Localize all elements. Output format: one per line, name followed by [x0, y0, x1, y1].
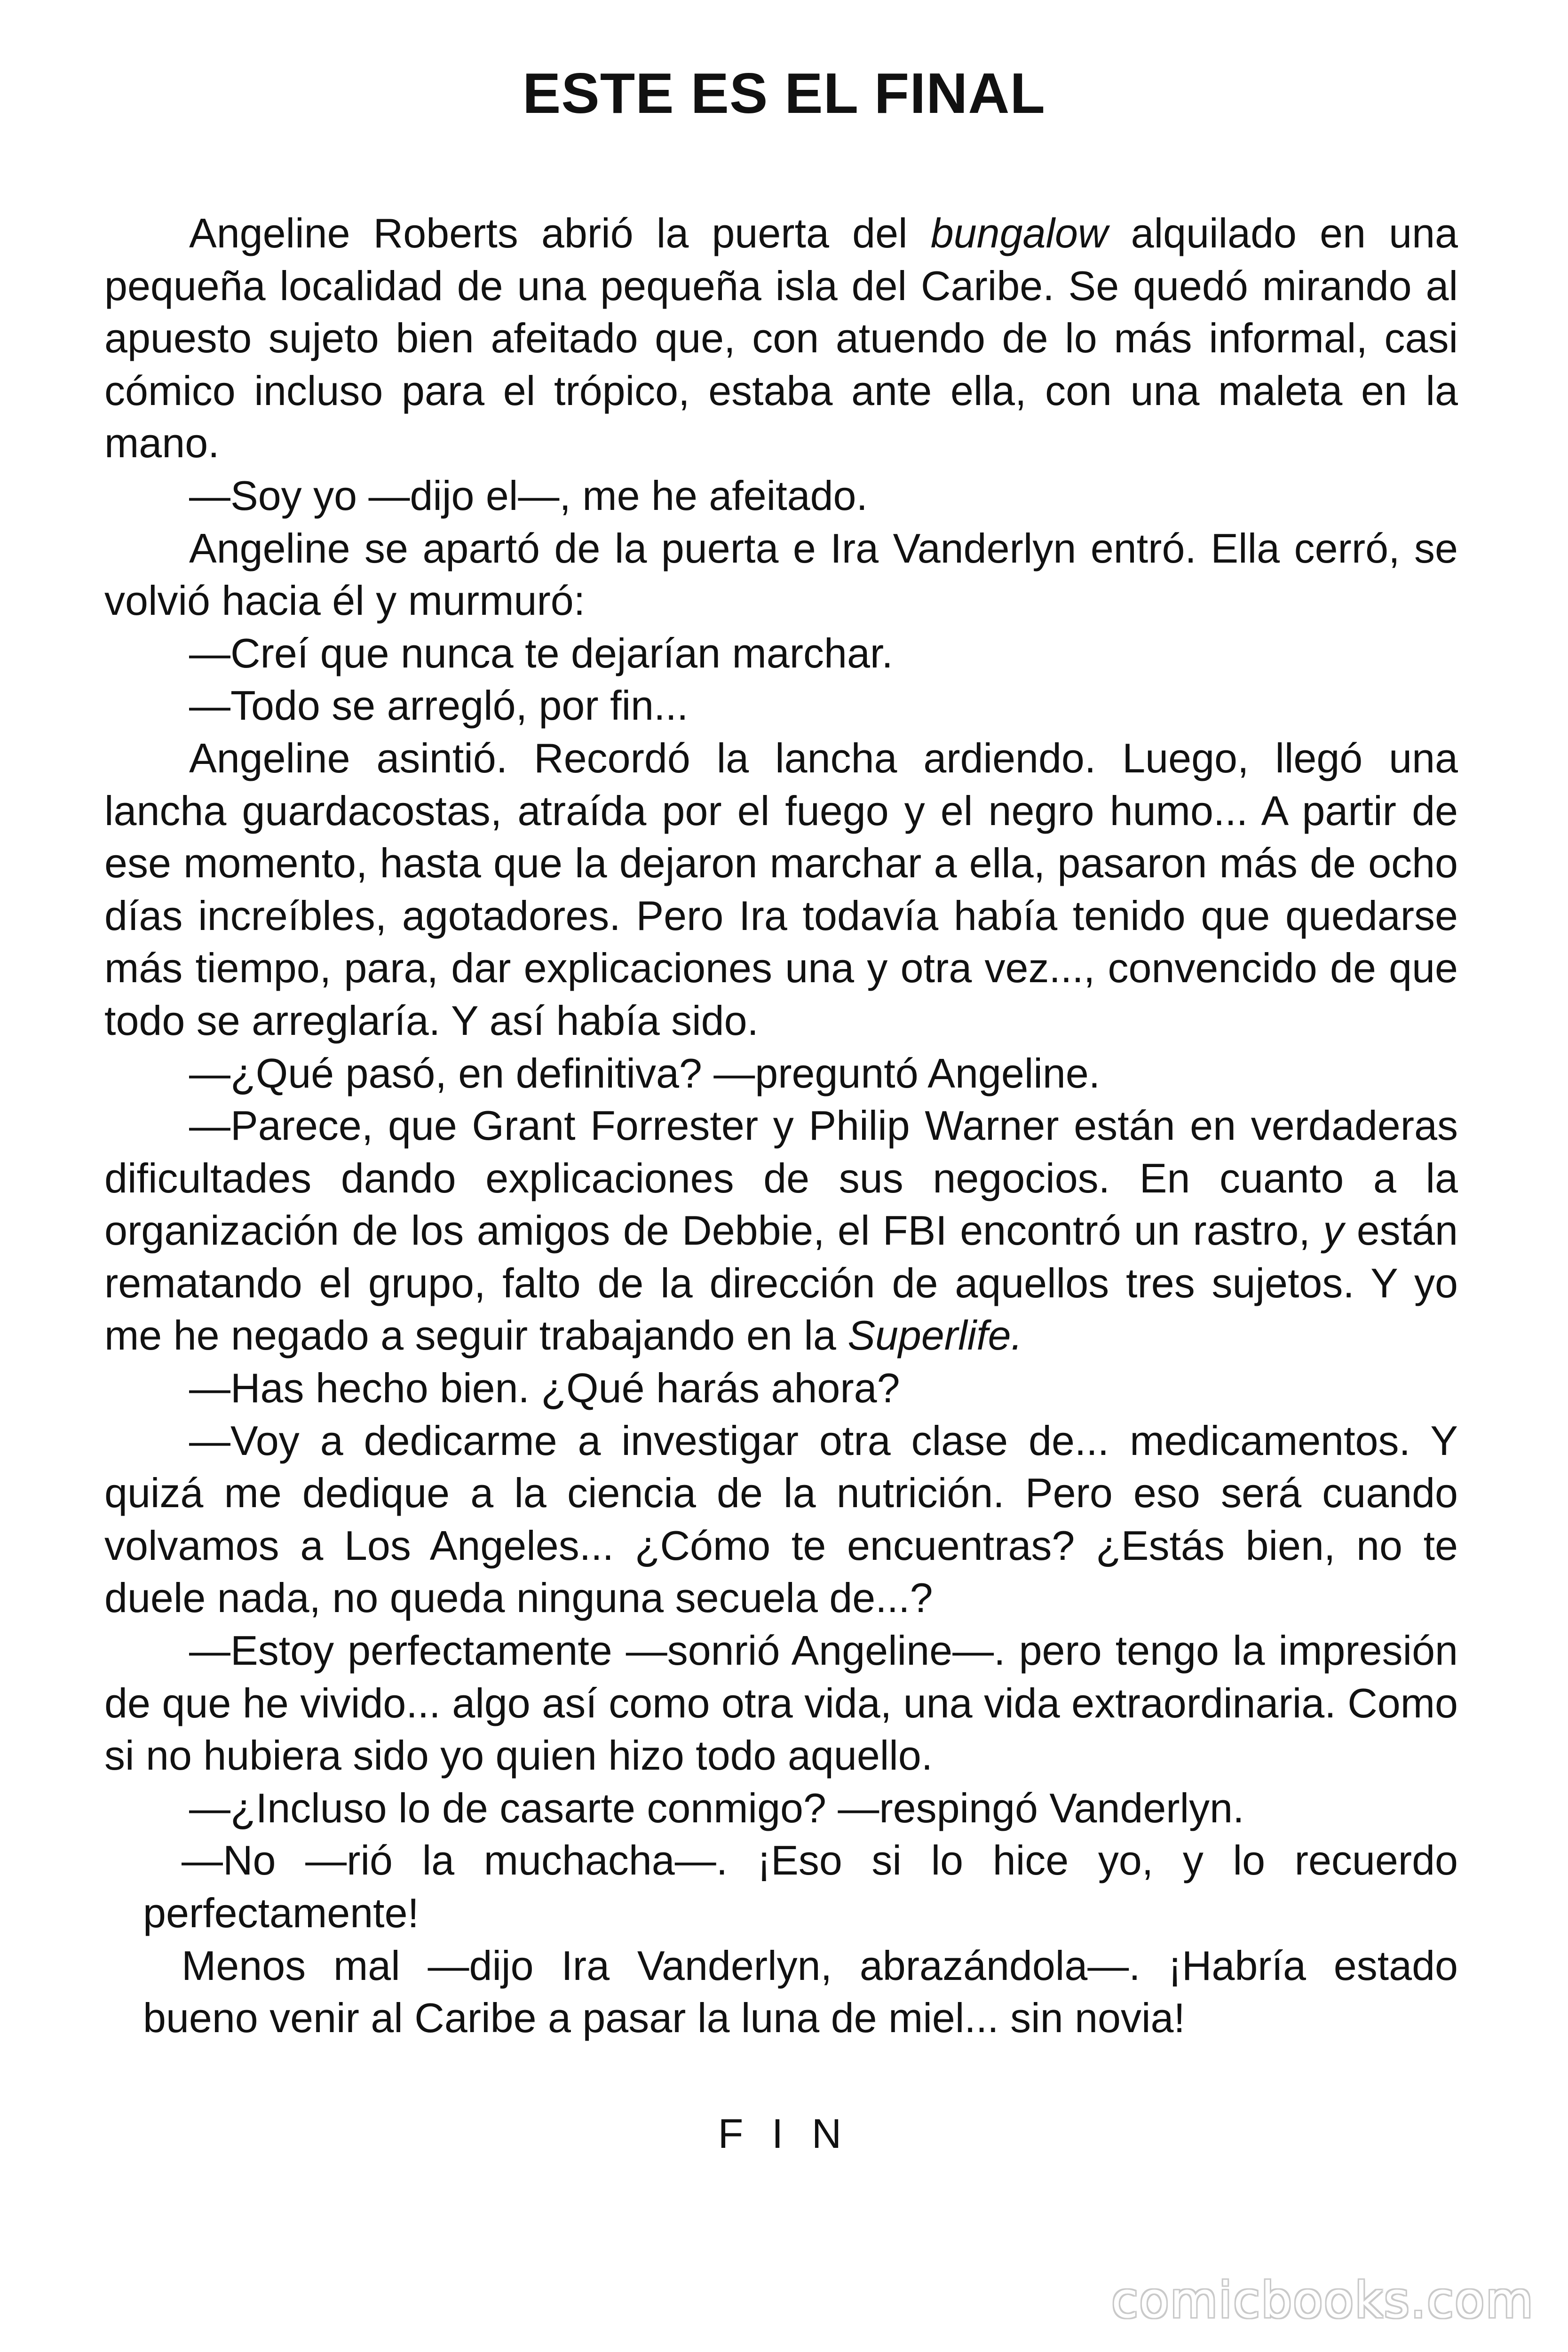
- chapter-body: [104, 207, 1458, 2044]
- paragraph-text: —Has hecho bien. ¿Qué harás ahora?: [189, 1365, 900, 1412]
- paragraph: [104, 1414, 1458, 1624]
- paragraph: [104, 1624, 1458, 1782]
- paragraph-text: —Creí que nunca te dejarían marchar.: [189, 629, 893, 676]
- paragraph-text: —Soy yo —dijo el—, me he afeitado.: [189, 472, 868, 519]
- paragraph-text: Menos mal —dijo Ira Vanderlyn, abrazándola—. ¡Habría estado bueno venir al Caribe a pasar la luna de miel... sin novia!: [143, 1942, 1458, 2042]
- paragraph: [143, 1834, 1458, 1939]
- paragraph: [104, 1099, 1458, 1362]
- paragraph: [104, 732, 1458, 1047]
- paragraph-text: alquilado en una pequeña localidad de una pequeña isla del Caribe. Se quedó mirando al apuesto sujeto bien afeitado que, con atuendo de lo más informal, casi cómico incluso para el trópico, estaba ante ella, con una maleta en la mano.: [104, 210, 1458, 467]
- paragraph-text: —No —rió la muchacha—. ¡Eso si lo hice yo, y lo recuerdo perfectamente!: [143, 1837, 1458, 1936]
- paragraph: [104, 207, 1458, 469]
- italic-text: bungalow: [930, 210, 1108, 256]
- paragraph-text: —Voy a dedicarme a investigar otra clase de... medicamentos. Y quizá me dedique a la ciencia de la nutrición. Pero eso será cuando volvamos a Los Angeles... ¿Cómo te encuentras? ¿Estás bien, no te duele nada, no queda ninguna secuela de...?: [104, 1417, 1458, 1621]
- paragraph-text: Angeline asintió. Recordó la lancha ardiendo. Luego, llegó una lancha guardacostas, atraída por el fuego y el negro humo... A partir de ese momento, hasta que la dejaron marchar a ella, pasaron más de ocho días increíbles, agotadores. Pero Ira todavía había tenido que quedarse más tiempo, para, dar explicaciones una y otra vez..., convencido de que todo se arreglaría. Y así había sido.: [104, 734, 1458, 1044]
- paragraph: [104, 522, 1458, 627]
- paragraph-text: —¿Qué pasó, en definitiva? —preguntó Angeline.: [189, 1049, 1101, 1097]
- paragraph: [104, 1362, 1458, 1414]
- paragraph-text: Angeline se apartó de la puerta e Ira Vanderlyn entró. Ella cerró, se volvió hacia él y murmuró:: [104, 524, 1458, 624]
- paragraph-text: —¿Incluso lo de casarte conmigo? —respingó Vanderlyn.: [189, 1784, 1244, 1831]
- chapter-title: ESTE ES EL FINAL: [523, 61, 1045, 125]
- paragraph: [104, 1047, 1458, 1100]
- watermark-logo: comicbooks.com: [1111, 2272, 1534, 2329]
- italic-text: y: [1323, 1207, 1344, 1254]
- paragraph-text: —Todo se arregló, por fin...: [189, 682, 689, 729]
- paragraph: [104, 1782, 1458, 1835]
- paragraph-text: —Parece, que Grant Forrester y Philip Warner están en verdaderas dificultades dando explicaciones de sus negocios. En cuanto a la organización de los amigos de Debbie, el FBI encontró un rastro,: [104, 1102, 1458, 1254]
- paragraph: [104, 679, 1458, 732]
- paragraph-text: Angeline Roberts abrió la puerta del: [189, 210, 931, 256]
- paragraph: [143, 1939, 1458, 2044]
- paragraph: [104, 469, 1458, 522]
- paragraph-text: —Estoy perfectamente —sonrió Angeline—. pero tengo la impresión de que he vivido... algo así como otra vida, una vida extraordinaria. Como si no hubiera sido yo quien hizo todo aquello.: [104, 1627, 1458, 1779]
- italic-text: Superlife.: [847, 1312, 1023, 1359]
- paragraph: [104, 627, 1458, 680]
- paragraph-text: están rematando el grupo, falto de la dirección de aquellos tres sujetos. Y yo me he negado a seguir trabajando en la: [104, 1207, 1458, 1359]
- end-mark: F I N: [718, 2110, 850, 2157]
